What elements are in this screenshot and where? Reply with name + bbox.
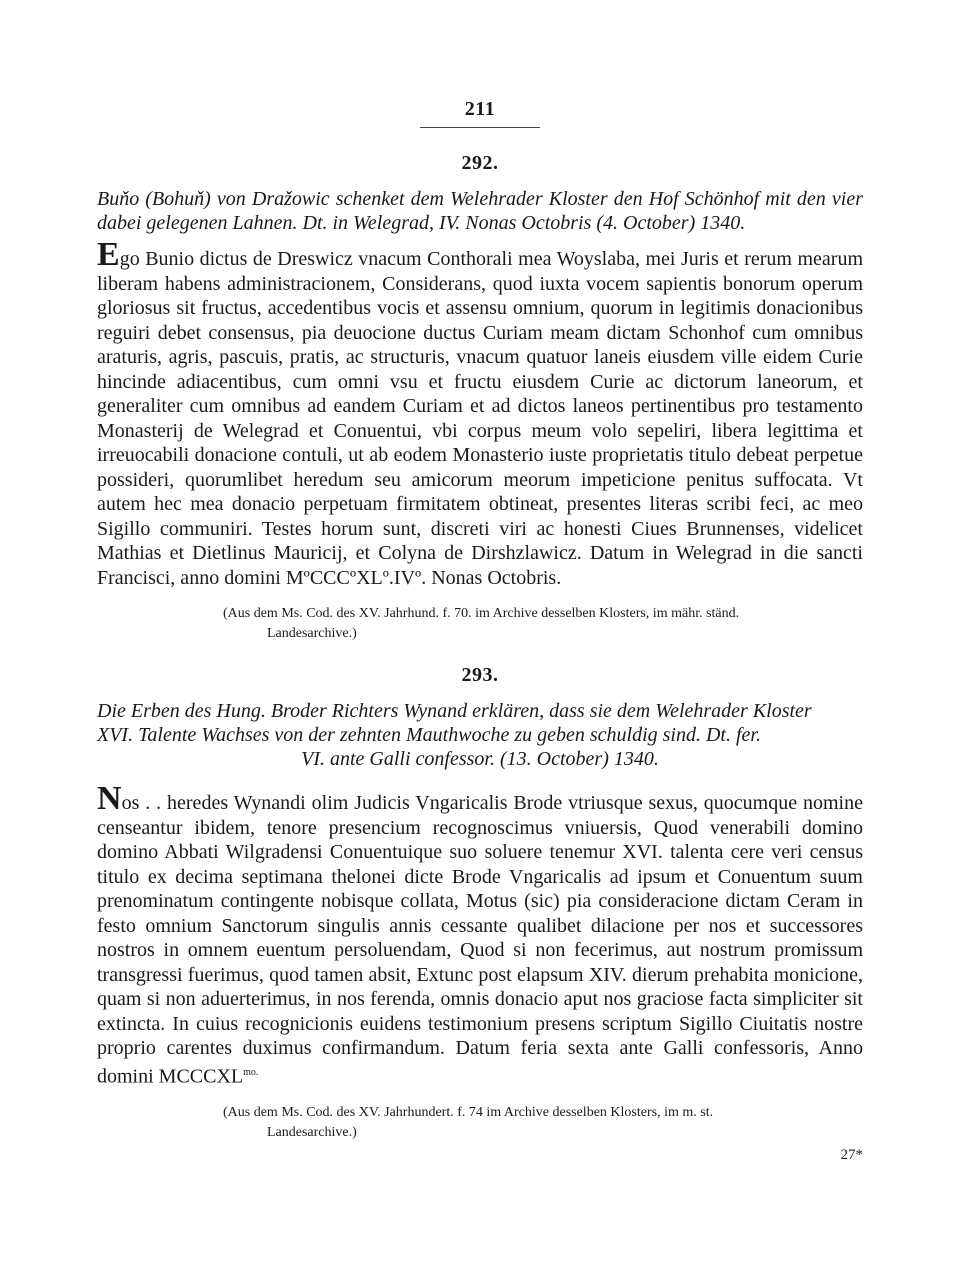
page-number: 211 (464, 98, 496, 120)
source-note-continued: Landesarchive.) (267, 626, 357, 641)
printer-signature: 27* (840, 1146, 863, 1163)
initial-letter: E (97, 236, 120, 273)
source-note: (Aus dem Ms. Cod. des XV. Jahrhundert. f. 74 im Archive desselben Klosters, im m. st. (223, 1104, 714, 1120)
charter-body: os . . heredes Wynandi olim Judicis Vngaricalis Brode vtriusque sexus, quocumque nomine censeantur ibidem, tenore presencium recognoscimus vniuersis, Quod venerabili domino domino Abbati Wilgradensi Conuentuique suo soluere tenemur XVI. talenta cere veri census titulo ex decima septimana thelonei dicte Brode Vngaricalis ad ipsum et Conuentum suum prenominatum contingente nobisque collata, Motus (sic) pia consideracione dictam Ceram in festo omnium Sanctorum singulis annis cessante qualibet dilacione per nos et successores nostros in omnem euentum persoluendam, Quod si non fecerimus, aut nostrum promissum transgressi fuerimus, quod tamen absit, Extunc post elapsum XIV. dierum prehabita monicione, quam si non aduerterimus, in nos ferenda, omnis donacio aput nos graciose facta simpliciter sit extincta. In cuius recognicionis euidens testimonium presens scriptum Sigillo Ciuitatis nostre proprio carentes duximus confirmandum. Datum feria sexta ante Galli confessoris, Anno domini MCCCXL (97, 792, 863, 1088)
page-number-rule (420, 127, 540, 128)
charter-regest (97, 699, 863, 771)
charter-regest-line: Die Erben des Hung. Broder Richters Wynand erklären, dass sie dem Welehrader Kloster (97, 700, 812, 722)
charter-number: 292. (461, 152, 499, 174)
charter-regest-line: VI. ante Galli confessor. (13. October) 1340. (301, 748, 659, 770)
charter-regest: Buňo (Bohuň) von Dražowic schenket dem Welehrader Kloster den Hof Schönhof mit den vier dabei gelegenen Lahnen. Dt. in Welegrad, IV. Nonas Octobris (4. October) 1340. (97, 188, 863, 234)
charter-regest-line: XVI. Talente Wachses von der zehnten Mauthwoche zu geben schuldig sind. Dt. fer. (97, 724, 761, 746)
charter-number: 293. (461, 664, 499, 686)
source-note-continued: Landesarchive.) (267, 1124, 357, 1140)
source-note: (Aus dem Ms. Cod. des XV. Jahrhund. f. 70. im Archive desselben Klosters, im mähr. ständ. (223, 606, 740, 621)
charter-text (97, 236, 863, 590)
charter-text (97, 780, 863, 1089)
initial-letter: N (97, 780, 122, 817)
page (97, 98, 863, 1163)
superscript: mo. (243, 1066, 259, 1078)
charter-body: go Bunio dictus de Dreswicz vnacum Conthorali mea Woyslaba, mei Juris et rerum mearum liberam habens administracionem, Considerans, quod iuxta vocem sapientis bonorum operum gloriosus sit fructus, accedentibus vocis et assensu omnium, quorum in legitimis donacionibus reguiri debet consensus, pia deuocione ductus Curiam meam dictam Schonhof cum omnibus araturis, agris, pascuis, pratis, ac structuris, vnacum quatuor laneis eiusdem ville eidem Curie hincinde adiacentibus, cum omni vsu et fructu eiusdem Curie ac dictorum laneorum, et generaliter cum omnibus ad eandem Curiam et ad dictos laneos pertinentibus pro testamento Monasterij de Welegrad et Conuentui, vbi corpus meum volo sepeliri, libera legittima et irreuocabili donacione contuli, ut ab eodem Monasterio iuste proprietatis titulo debeat perpetue possideri, quorumlibet heredum seu amicorum meorum impeticione penitus suffocata. Vt autem hec mea donacio perpetuam firmitatem obtineat, presentes literas scribi feci, ac meo Sigillo communiri. Testes horum sunt, discreti viri ac honesti Ciues Brunnenses, videlicet Mathias et Dietlinus Mauricij, et Colyna de Dirshzlawicz. Datum in Welegrad in die sancti Francisci, anno domini MºCCCºXLº.IVº. Nonas Octobris. (97, 248, 863, 589)
